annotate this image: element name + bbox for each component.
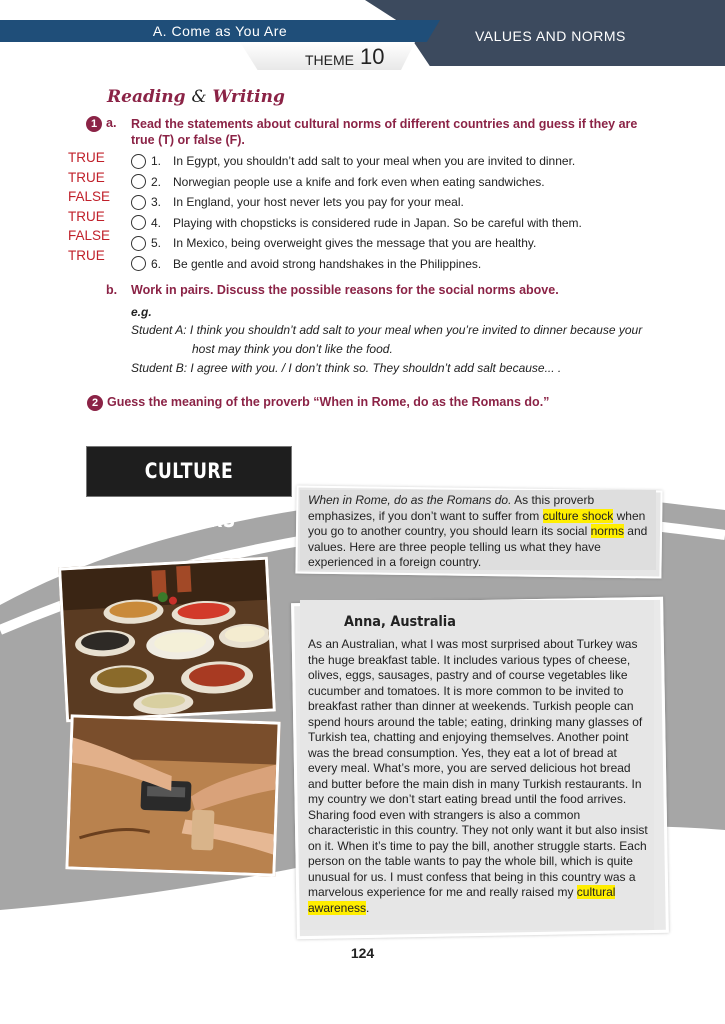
page-number: 124	[350, 945, 375, 961]
statement-text: Norwegian people use a knife and fork even when eating sandwiches.	[173, 174, 545, 189]
statement-text: Be gentle and avoid strong handshakes in the Philippines.	[173, 256, 482, 271]
student-a-line-1: Student A: I think you shouldn’t add salt to your meal when you’re invited to dinner because your	[131, 323, 643, 337]
answer-circle[interactable]	[131, 215, 146, 230]
answer-circle[interactable]	[131, 174, 146, 189]
unit-title: A. Come as You Are	[152, 23, 288, 39]
statement-text: Playing with chopsticks is considered rude in Japan. So be careful with them.	[173, 215, 582, 230]
question-1a-instruction: Read the statements about cultural norms of different countries and guess if they are true (T) or false (F).	[131, 117, 638, 147]
statement-item	[131, 213, 582, 234]
statement-number: 2.	[151, 174, 162, 189]
statement-item	[131, 233, 582, 254]
section-title: VALUES AND NORMS	[475, 28, 626, 44]
intro-text-3: and values. Here are three people telling us what they have experienced in a foreign country.	[308, 524, 648, 569]
answer-4: TRUE	[68, 208, 105, 224]
reading-writing-heading	[107, 87, 285, 107]
breakfast-table-photo	[58, 557, 276, 723]
statement-list	[131, 151, 582, 274]
example-label: e.g.	[131, 305, 152, 319]
statement-item	[131, 172, 582, 193]
question-1b-letter: b.	[106, 283, 118, 297]
ampersand: &	[191, 87, 207, 107]
question-1a-letter: a.	[106, 116, 117, 130]
intro-paragraph	[308, 493, 652, 571]
statement-number: 6.	[151, 256, 162, 271]
culture-matters-title: CULTURE MATTERS	[142, 459, 236, 532]
answer-3: FALSE	[68, 189, 111, 204]
question-2-instruction: Guess the meaning of the proverb “When in Rome, do as the Romans do.”	[107, 395, 550, 409]
answer-circle[interactable]	[131, 154, 146, 169]
handwritten-answers	[68, 150, 110, 267]
student-b-line: Student B: I agree with you. / I don’t think so. They shouldn’t add salt because... .	[131, 361, 562, 375]
intro-text-1: As this proverb emphasizes, if you don’t want to suffer from	[308, 493, 595, 523]
statement-text: In Mexico, being overweight gives the message that you are healthy.	[173, 236, 537, 251]
proverb-italic: When in Rome, do as the Romans do.	[308, 493, 512, 507]
answer-circle[interactable]	[131, 256, 146, 271]
answer-circle[interactable]	[131, 195, 146, 210]
story-paragraph: As an Australian, what I was most surprised about Turkey was the huge breakfast table. It includes various types of cheese, olives, eggs, sausages, pastry and of course vegetables like cucumber and tomatoes. It is more common to be invited to breakfast rather than dinner at weekends. Turkish people can spend hours around the table; eating, drinking many glasses of Turkish tea, chatting and enjoying themselves. Another point was the bread consumption. Yes, they eat a lot of bread at every meal. What’s more, you are served delicious hot bread and butter before the main dish in many Turkish restaurants. In my country we don’t start eating bread until the food arrives. Sharing food even with strangers is also a common characteristic in this country. They not only want it but also insist on it. When it’s time to pay the bill, another struggle starts. Each person on the table wants to pay the whole bill, which is quite unusual for us. I must confess that being in this country was a marvelous experience for me and really raised my	[308, 637, 648, 899]
theme-word: THEME	[305, 52, 354, 68]
statement-item	[131, 254, 582, 275]
theme-number: 10	[360, 44, 385, 69]
paying-bill-photo	[65, 714, 280, 876]
answer-2: TRUE	[68, 169, 105, 185]
writing-word: Writing	[212, 87, 285, 107]
story-author: Anna, Australia	[344, 614, 456, 630]
story-text	[308, 637, 648, 916]
statement-item	[131, 151, 582, 172]
statement-item	[131, 192, 582, 213]
statement-number: 5.	[151, 236, 162, 251]
reading-word: Reading	[107, 87, 186, 107]
statement-text: In England, your host never lets you pay for your meal.	[173, 195, 464, 210]
answer-6: TRUE	[68, 247, 105, 263]
answer-1: TRUE	[68, 150, 105, 165]
statement-number: 1.	[151, 154, 162, 169]
story-end: .	[366, 900, 370, 915]
intro-text-2: when you go to another country, you should learn its social	[308, 508, 646, 538]
statement-text: In Egypt, you shouldn’t add salt to your meal when you are invited to dinner.	[173, 154, 576, 169]
question-1-number: 1	[86, 116, 102, 132]
highlight-norms: norms	[590, 524, 624, 538]
question-1b-instruction: Work in pairs. Discuss the possible reasons for the social norms above.	[131, 283, 559, 297]
answer-5: FALSE	[68, 228, 111, 243]
answer-circle[interactable]	[131, 236, 146, 251]
statement-number: 3.	[151, 195, 162, 210]
statement-number: 4.	[151, 215, 162, 230]
highlight-culture-shock: culture shock	[542, 508, 614, 523]
student-a-line-2: host may think you don’t like the food.	[192, 342, 393, 356]
highlight-cultural-awareness: cultural awareness	[308, 885, 616, 915]
question-2-number: 2	[87, 395, 103, 411]
